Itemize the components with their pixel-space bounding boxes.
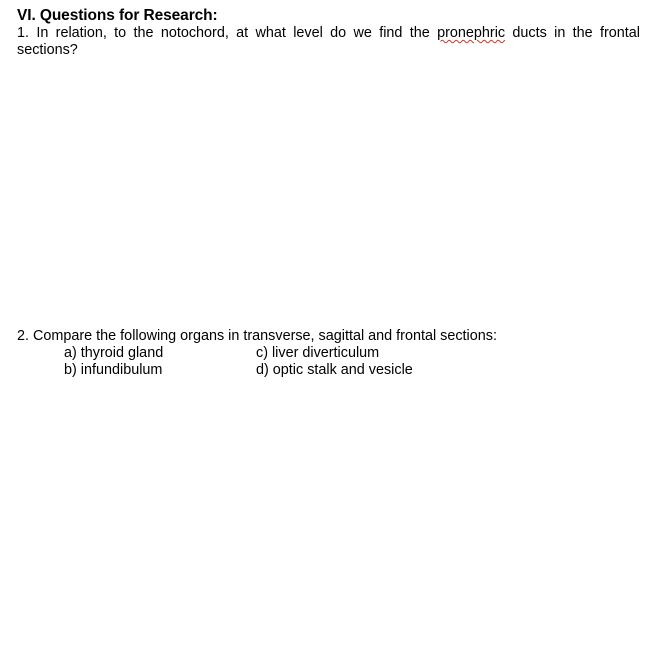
option-d: d) optic stalk and vesicle — [256, 362, 413, 378]
question-2: 2. Compare the following organs in transverse, sagittal and frontal sections: — [17, 328, 497, 344]
question-2-options — [64, 345, 484, 379]
options-row-2 — [64, 362, 484, 379]
section-heading: VI. Questions for Research: — [17, 7, 218, 24]
question-1-text-end: ducts in the frontal sections? — [17, 25, 641, 58]
misspelled-word[interactable]: pronephric — [437, 25, 506, 41]
option-a: a) thyroid gland — [64, 345, 164, 361]
option-c: c) liver diverticulum — [256, 345, 380, 361]
question-1 — [17, 25, 640, 58]
option-b: b) infundibulum — [64, 362, 163, 378]
question-1-text-start: 1. In relation, to the notochord, at what level do we find the — [17, 25, 438, 41]
options-row-1 — [64, 345, 484, 362]
